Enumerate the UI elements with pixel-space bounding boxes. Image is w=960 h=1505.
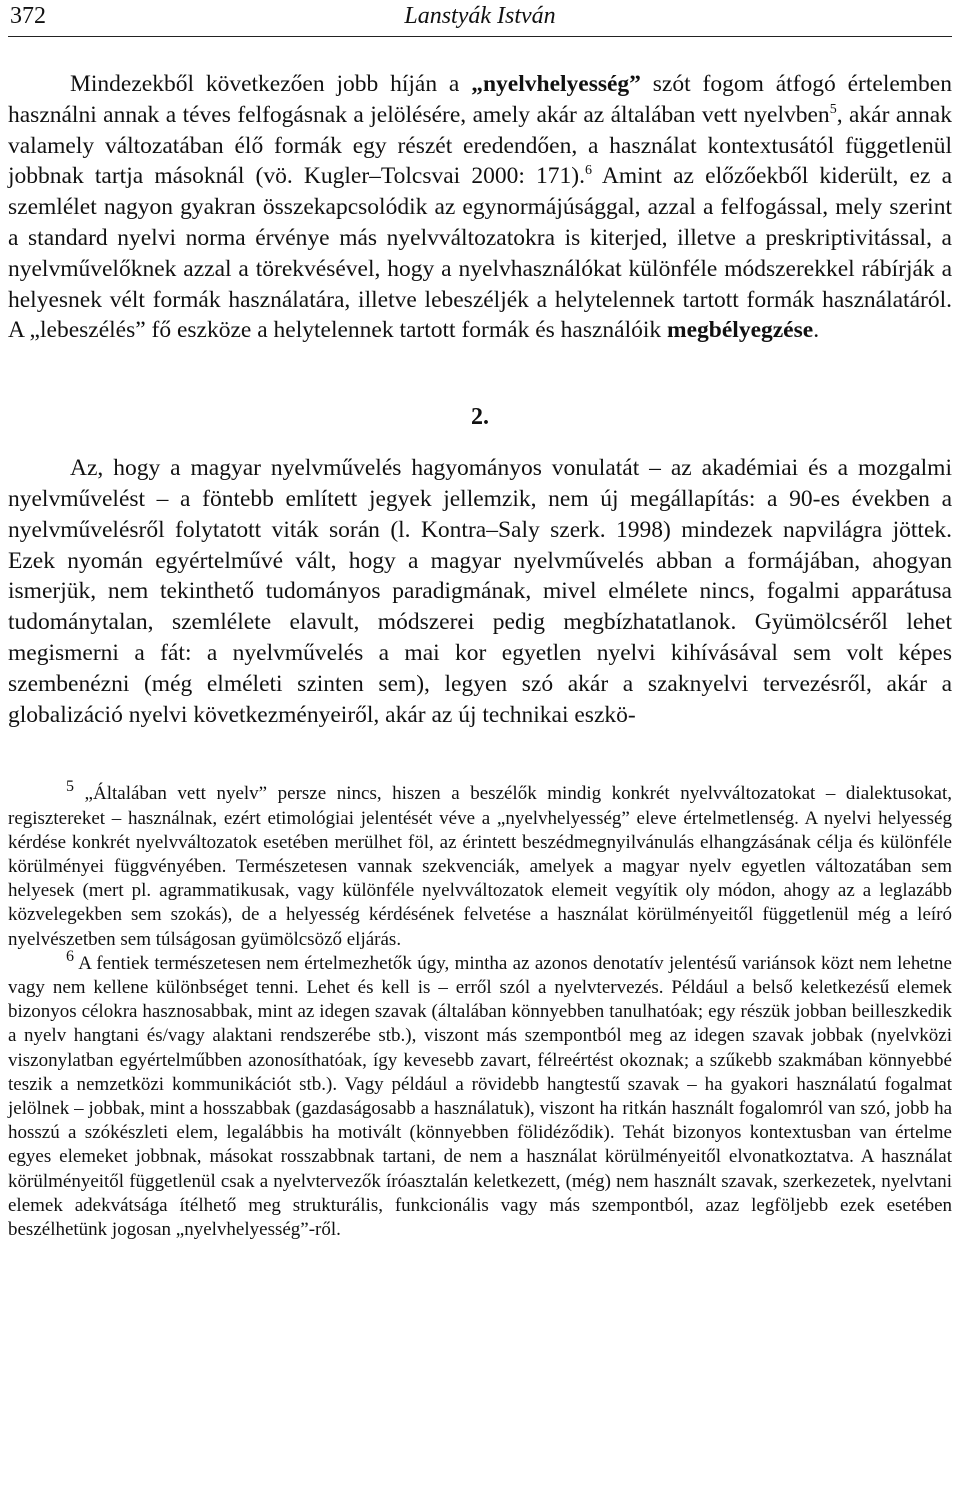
term-nyelvhelyesseg: „nyelvhelyesség” (471, 71, 641, 97)
paragraph-text: Mindezekből következően jobb híján a (70, 71, 472, 97)
footnote-6 (8, 947, 952, 1242)
paragraph-text: Amint az előzőekből kiderült, ez a szemlélet nagyon gyakran összekapcsolódik az egynormájúsággal, azzal a felfogással, mely szerint a standard nyelvi norma érvénye más nyelvváltozatokra is kiterjed, illetve a preskriptivitással, a nyelvművelőknek azzal a törekvésével, hogy a nyelvhasználókat különféle módszerekkel rábírják a helyesnek vélt formák használatára, illetve lebeszéljék a helytelennek tartott formák használatáról. A „lebeszélés” fő eszköze a helytelennek tartott formák és használóik (8, 163, 952, 344)
paragraph-text: . (813, 317, 820, 344)
running-header (8, 0, 952, 37)
footnote-reference-6[interactable]: 6 (585, 163, 593, 179)
footnote-reference-5[interactable]: 5 (829, 101, 837, 117)
footnote-5 (8, 778, 952, 951)
paragraph-text: szót fogom átfogó értelemben használni annak a téves felfogásnak a jelölésére, amely akár az általában vett nyelvben (8, 71, 952, 128)
body-paragraph-2: Az, hogy a magyar nyelvművelés hagyományos vonulatát – az akadémiai és a mozgalmi nyelvművelést – a föntebb említett jegyek jellemzik, nem új megállapítás: a 90-es években a nyelvművelésről folytatott viták során (l. Kontra–Saly szerk. 1998) mindezek napvilágra jöttek. Ezek nyomán egyértelművé vált, hogy a magyar nyelvművelés abban a formájában, ahogyan ismerjük, nem tekinthető tudományos paradigmának, mivel elmélete nincs, fogalmi apparátusa tudománytalan, szemlélete elavult, módszerei pedig megbízhatatlanok. Gyümölcséről lehet megismerni a fát: a nyelvművelés a mai kor egyetlen nyelvi kihívásával sem volt képes szembenézni (még elméleti szinten sem), legyen szó akár a szaknyelvi tervezésről, akár a globalizáció nyelvi következményeiről, akár az új technikai eszkö- (8, 455, 952, 728)
term-megbelyegzese: megbélyegzése (667, 317, 814, 344)
page-number: 372 (10, 3, 46, 29)
footnotes-section (8, 778, 952, 1242)
running-header-author: Lanstyák István (404, 3, 556, 29)
footnote-number: 6 (66, 947, 74, 965)
section-number: 2. (471, 404, 489, 431)
footnote-text: A fentiek természetesen nem értelmezhetők úgy, mintha az azonos denotatív jelentésű variánsok közt nem lehetne vagy nem kellene különbséget tenni. Lehet és kell is – erről szól a nyelvtervezés. Például a belső keletkezésű elemek bizonyos célokra hasznosabbak, mint az idegen szavak (általában könnyebben tanulhatóak; egy részük jobban beilleszkedik a nyelv hangtani és/vagy alaktani rendszerébe stb.), viszont más szempontból meg az idegen szavak jobbak (nyelvközi viszonylatban egyértelműbben azonosíthatóak, így kevesebb zavart, félreértést okoznak; a szűkebb szakmában könnyebbé teszik a nemzetközi kommunikációt stb.). Vagy például a rövidebb hangtestű szavak – ha gyakori használatú fogalmat jelölnek – jobbak, mint a hosszabbak (gazdaságosabb a használatuk), viszont ha ritkán használt fogalomról van szó, jobb ha hosszú a szókészleti elem, legalábbis ha motivált (könnyebben fölidéződik). Tehát bizonyos kontextusban van értelme egyes elemeket jobbnak, másokat rosszabbnak tartani, de nem a használat körülményeitől elvonatkoztatva. A használat körülményeitől függetlenül csak a nyelvtervezők íróasztalán keletkezett, (még) nem használt szavak, szerkezetek, nyelvtani elemek adekvátsága ítélhető meg strukturális, funkcionális vagy más szempontból, azaz legföljebb ezek esetében beszélhetünk jogosan „nyelvhelyesség”-ről. (8, 952, 952, 1240)
paragraph-text: , akár annak valamely változatában élő formák egy részét eredendően, a használat kontextusától függetlenül jobbnak tartja másoknál (vö. Kugler–Tolcsvai 2000: 171). (8, 101, 952, 190)
footnote-text: „Általában vett nyelv” persze nincs, hiszen a beszélők mindig konkrét nyelvváltozatokat – dialektusokat, regisztereket – használnak, ezért etimológiai jelentését véve a „nyelvhelyesség” eleve értelmetlenség. A nyelvi helyesség kérdése konkrét nyelvváltozatok esetében merülhet föl, az érintett beszédmegnyilvánulás elhangzásának célja és különféle körülményei függvényében. Természetesen vannak szekvenciák, amelyek a magyar nyelv egyetlen változatában sem helyesek (mert pl. agrammatikusak, vagy különféle nyelvváltozatok elemeit vegyítik oly módon, ahogy az a leglazább közvelegekben sem szokás), de a helyesség kérdésének felvetése a használat körülményeitől függetlenül még a leíró nyelvészetben sem túlságosan gyümölcsöző eljárás. (8, 783, 952, 950)
body-paragraph-1 (8, 69, 952, 346)
footnote-number: 5 (66, 778, 74, 796)
